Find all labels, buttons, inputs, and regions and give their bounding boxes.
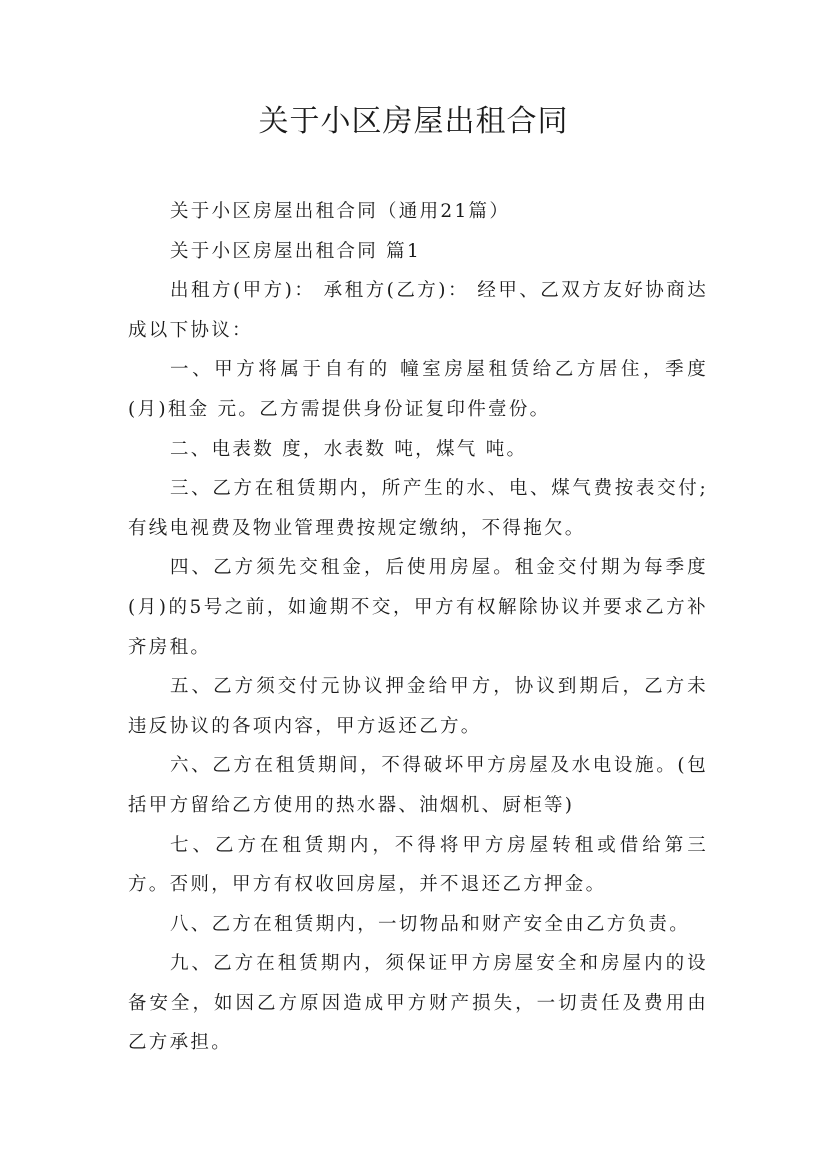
clause-4: 四、乙方须先交租金，后使用房屋。租金交付期为每季度(月)的5号之前，如逾期不交，甲方有权解除协议并要求乙方补齐房租。 [128, 557, 708, 658]
paragraph-parties: 出租方(甲方)： 承租方(乙方)： 经甲、乙双方友好协商达成以下协议： [128, 280, 708, 341]
clause-5: 五、乙方须交付元协议押金给甲方，协议到期后，乙方未违反协议的各项内容，甲方返还乙方。 [128, 676, 708, 737]
clause-8: 八、乙方在租赁期内，一切物品和财产安全由乙方负责。 [170, 913, 691, 935]
clause-6: 六、乙方在租赁期间，不得破坏甲方房屋及水电设施。(包括甲方留给乙方使用的热水器、油烟机、厨柜等) [128, 755, 708, 816]
clause-2: 二、电表数 度，水表数 吨，煤气 吨。 [170, 438, 528, 460]
paragraph-heading: 关于小区房屋出租合同（通用21篇） [170, 201, 511, 222]
document-title: 关于小区房屋出租合同 [258, 104, 569, 139]
clause-7: 七、乙方在租赁期内，不得将甲方房屋转租或借给第三方。否则，甲方有权收回房屋，并不退还乙方押金。 [128, 834, 708, 896]
clause-1: 一、甲方将属于自有的 幢室房屋租赁给乙方居住，季度(月)租金 元。乙方需提供身份证复印件壹份。 [128, 359, 708, 420]
clause-3: 三、乙方在租赁期内，所产生的水、电、煤气费按表交付;有线电视费及物业管理费按规定缴纳，不得拖欠。 [128, 478, 708, 539]
document-body [128, 192, 708, 1063]
paragraph-chapter: 关于小区房屋出租合同 篇1 [170, 240, 422, 262]
clause-9: 九、乙方在租赁期内，须保证甲方房屋安全和房屋内的设备安全，如因乙方原因造成甲方财产损失，一切责任及费用由乙方承担。 [128, 953, 708, 1054]
